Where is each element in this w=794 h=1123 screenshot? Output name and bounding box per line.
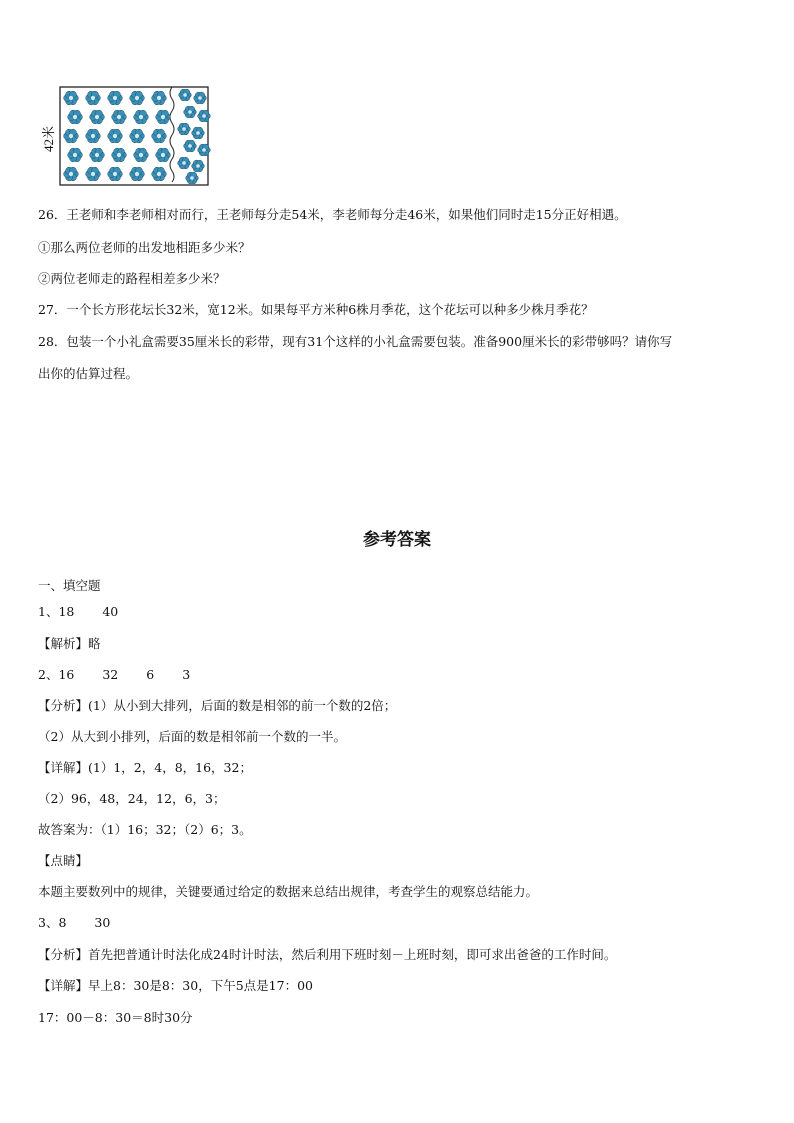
answer-2-result: 故答案为：（1）16；32；（2）6；3。 xyxy=(38,822,252,837)
answer-3-first: 3、8 xyxy=(38,915,67,930)
flower-icon xyxy=(186,172,199,184)
answer-2-fourth: 3 xyxy=(182,667,191,682)
flower-bed-figure xyxy=(40,86,230,188)
question-27: 27．一个长方形花坛长32米，宽12米。如果每平方米种6株月季花，这个花坛可以种多少株月季花？ xyxy=(38,302,594,317)
flower-icon xyxy=(68,148,83,162)
answer-3-detail: 【详解】早上8：30是8：30，下午5点是17：00 xyxy=(38,978,313,993)
flower-icon xyxy=(179,89,192,101)
answers-heading: 参考答案 xyxy=(363,530,431,550)
flower-icon xyxy=(86,91,101,105)
answer-2-second: 32 xyxy=(102,667,119,682)
flower-icon xyxy=(184,106,197,118)
answer-2 xyxy=(38,667,190,683)
flower-icon xyxy=(130,91,145,105)
flower-icon xyxy=(64,129,79,143)
flower-icon xyxy=(112,148,127,162)
flower-icon xyxy=(194,92,207,104)
question-28-line-1: 28．包装一个小礼盒需要35厘米长的彩带，现有31个这样的小礼盒需要包装。准备900厘米长的彩带够吗？请你写 xyxy=(38,334,673,349)
flower-icon xyxy=(90,148,105,162)
question-26-part-1: ①那么两位老师的出发地相距多少米？ xyxy=(38,240,251,255)
flower-icon xyxy=(152,167,167,181)
section-title: 一、填空题 xyxy=(38,578,101,593)
answer-2-point: 【点睛】 xyxy=(38,853,89,868)
flower-icon xyxy=(64,91,79,105)
flower-icon xyxy=(90,110,105,124)
answer-2-point-text: 本题主要数列中的规律，关键要通过给定的数据来总结出规律，考查学生的观察总结能力。 xyxy=(38,884,539,899)
answer-2-analysis: 【分析】(1）从小到大排列，后面的数是相邻的前一个数的2倍； xyxy=(38,698,397,713)
answer-1-first: 1、18 xyxy=(38,604,75,619)
answer-3-calc: 17：00－8：30＝8时30分 xyxy=(38,1010,193,1025)
flower-icon xyxy=(108,91,123,105)
flower-icon xyxy=(198,110,211,122)
flower-icon xyxy=(108,167,123,181)
flower-icon xyxy=(130,167,145,181)
flower-icon xyxy=(152,91,167,105)
question-26-part-2: ②两位老师走的路程相差多少米？ xyxy=(38,271,226,286)
flower-icon xyxy=(156,110,171,124)
answer-2-analysis-2: （2）从大到小排列，后面的数是相邻前一个数的一半。 xyxy=(38,729,346,744)
flower-icon xyxy=(192,160,205,172)
flower-icon xyxy=(68,110,83,124)
question-28-line-2: 出你的估算过程。 xyxy=(38,366,139,381)
flower-icon xyxy=(86,167,101,181)
flower-icon xyxy=(134,110,149,124)
flower-icon xyxy=(134,148,149,162)
answer-2-first: 2、16 xyxy=(38,667,75,682)
flower-icon xyxy=(64,167,79,181)
flower-icon xyxy=(112,110,127,124)
flower-icon xyxy=(178,157,191,169)
answer-2-detail-2: （2）96，48，24，12，6，3； xyxy=(38,791,226,806)
flower-icon xyxy=(108,129,123,143)
figure-side-label: 42米 xyxy=(41,125,56,152)
flowers-group xyxy=(64,89,211,184)
answer-1 xyxy=(38,604,118,620)
answer-3 xyxy=(38,915,110,931)
question-26: 26．王老师和李老师相对而行，王老师每分走54米，李老师每分走46米，如果他们同时走15分正好相遇。 xyxy=(38,207,627,222)
flower-icon xyxy=(130,129,145,143)
answer-1-analysis: 【解析】略 xyxy=(38,636,101,651)
answer-2-detail: 【详解】(1）1，2，4，8，16，32； xyxy=(38,760,252,775)
answer-3-second: 30 xyxy=(94,915,111,930)
answer-3-analysis: 【分析】首先把普通计时法化成24时计时法，然后利用下班时刻－上班时刻，即可求出爸爸的工作时间。 xyxy=(38,947,617,962)
flower-icon xyxy=(86,129,101,143)
flower-icon xyxy=(184,140,197,152)
flower-icon xyxy=(178,123,191,135)
answer-2-third: 6 xyxy=(146,667,155,682)
flower-icon xyxy=(156,148,171,162)
answer-1-second: 40 xyxy=(102,604,119,619)
flower-icon xyxy=(152,129,167,143)
flower-icon xyxy=(192,127,205,139)
flower-icon xyxy=(198,144,211,156)
